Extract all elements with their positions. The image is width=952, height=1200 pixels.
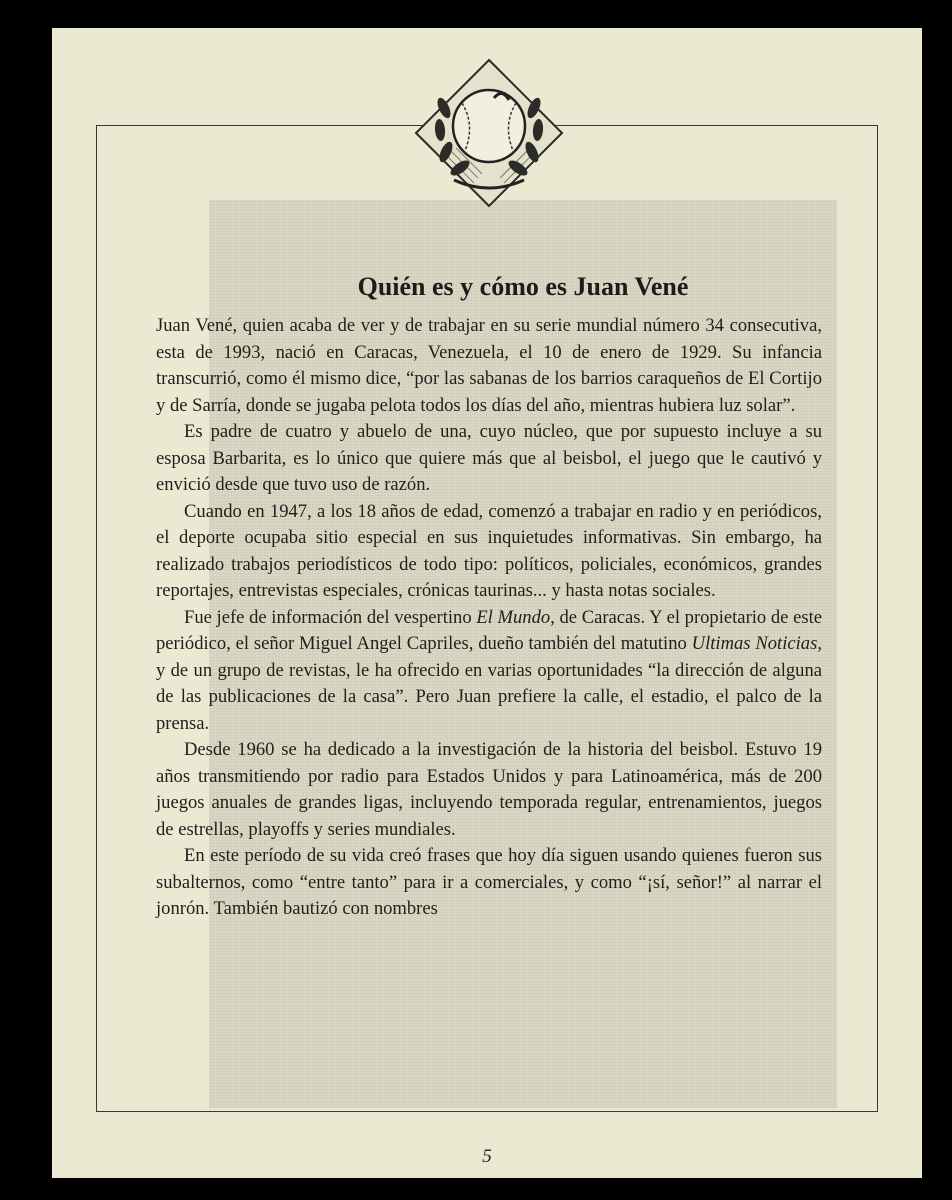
baseball-laurel-emblem: [414, 58, 564, 208]
paragraph-text: Es padre de cuatro y abuelo de una, cuyo núcleo, que por supuesto incluye a su esposa Barbarita, es lo único que quiere más que al beisbol, el juego que le cautivó y envició desde que tuvo uso de razón.: [156, 421, 822, 495]
newspaper-title: El Mundo: [476, 606, 551, 628]
paragraph: [156, 419, 822, 499]
paragraph-text: Fue jefe de información del vespertino: [184, 606, 477, 628]
page-number: 5: [482, 1146, 492, 1167]
paragraph: [156, 313, 822, 419]
paragraph: [156, 499, 822, 605]
paragraph-text: Juan Vené, quien acaba de ver y de trabajar en su serie mundial número 34 consecutiva, esta de 1993, nació en Caracas, Venezuela, el 10 de enero de 1929. Su infancia transcurrió, como él mismo dice, “por las sabanas de los barrios caraqueños de El Cortijo y de Sarría, donde se jugaba pelota todos los días del año, mientras hubiera luz solar”.: [156, 315, 822, 416]
paragraph: [156, 737, 822, 843]
page-title: Quién es y cómo es Juan Vené: [357, 272, 689, 301]
paragraph-text: Cuando en 1947, a los 18 años de edad, comenzó a trabajar en radio y en periódicos, el deporte ocupaba sitio especial en sus inquietudes informativas. Sin embargo, ha realizado trabajos periodísticos de todo tipo: políticos, policiales, económicos, grandes reportajes, entrevistas especiales, crónicas taurinas... y hasta notas sociales.: [156, 500, 822, 601]
paragraph-text: En este período de su vida creó frases que hoy día siguen usando quienes fueron sus subalternos, como “entre tanto” para ir a comerciales, y como “¡sí, señor!” al narrar el jonrón. También bautizó con nombres: [156, 845, 822, 919]
paragraph-text: , y de un grupo de revistas, le ha ofrecido en varias oportunidades “la dirección de alguna de las publicaciones de la casa”. Pero Juan prefiere la calle, el estadio, el palco de la prensa.: [156, 633, 822, 734]
paragraph-text: Desde 1960 se ha dedicado a la investigación de la historia del beisbol. Estuvo 19 años transmitiendo por radio para Estados Unidos y para Latinoamérica, más de 200 juegos anuales de grandes ligas, incluyendo temporada regular, entrenamientos, juegos de estrellas, playoffs y series mundiales.: [156, 739, 822, 840]
paragraph: [156, 843, 822, 923]
article-body: [156, 313, 822, 923]
newspaper-title: Ultimas Noticias: [691, 633, 818, 654]
paragraph-text: , de Caracas. Y el propietario de este periódico, el señor Miguel Angel Capriles, dueño también del matutino: [156, 606, 822, 654]
paragraph: [156, 605, 822, 738]
document-page: [52, 28, 922, 1178]
